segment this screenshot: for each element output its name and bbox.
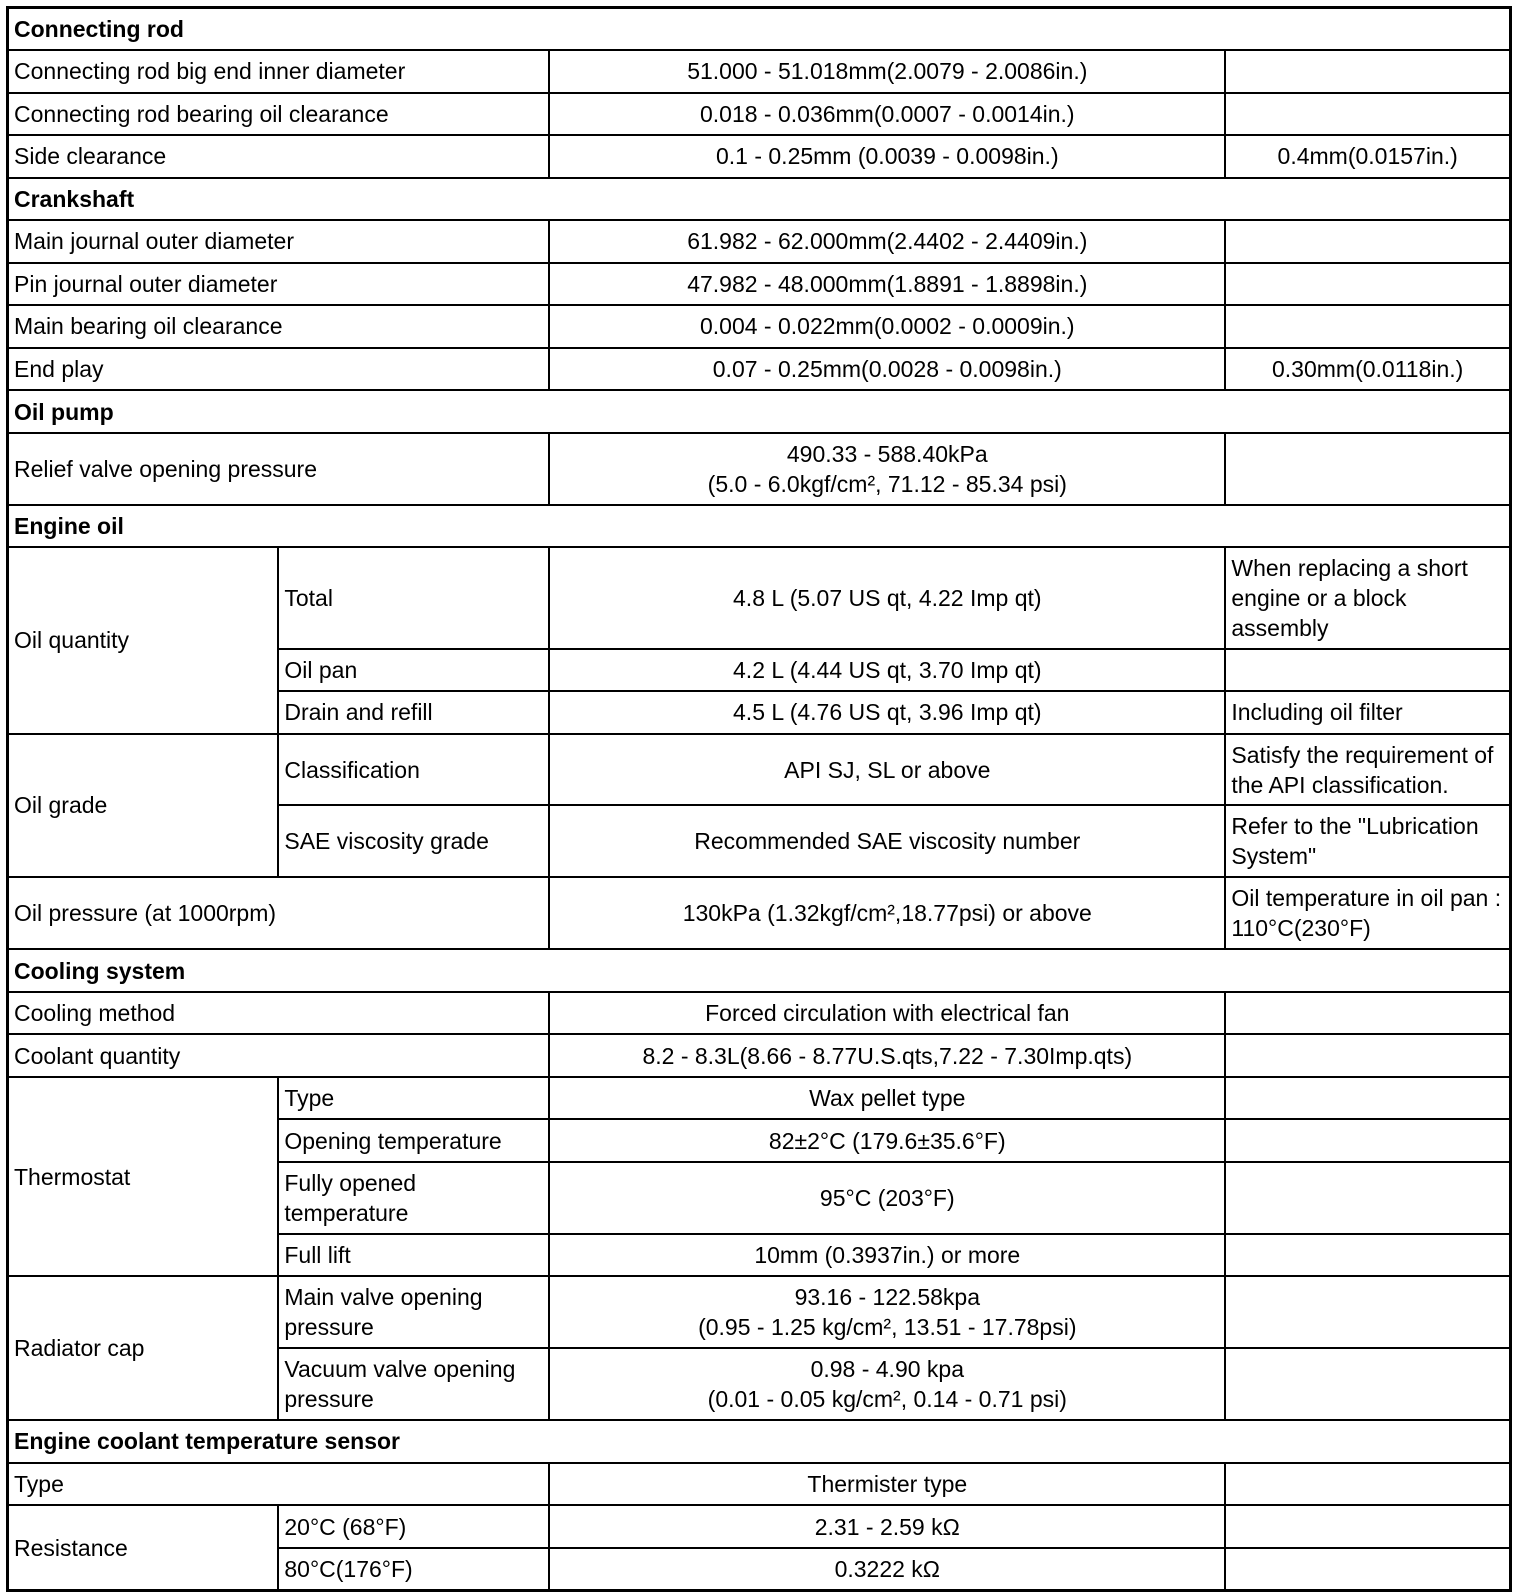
row-note bbox=[1225, 992, 1510, 1035]
row-sublabel: 20°C (68°F) bbox=[278, 1505, 549, 1548]
section-header-row bbox=[8, 505, 1511, 548]
row-note bbox=[1225, 649, 1510, 692]
row-label: End play bbox=[8, 348, 550, 391]
table-row bbox=[8, 734, 1511, 806]
value-line: 0.98 - 4.90 kpa bbox=[810, 1356, 965, 1383]
row-label: Coolant quantity bbox=[8, 1034, 550, 1077]
row-value: Recommended SAE viscosity number bbox=[549, 805, 1225, 877]
section-header-row bbox=[8, 949, 1511, 992]
row-value: 4.8 L (5.07 US qt, 4.22 Imp qt) bbox=[549, 547, 1225, 648]
row-note bbox=[1225, 1119, 1510, 1162]
row-label: Type bbox=[8, 1463, 550, 1506]
row-note bbox=[1225, 1034, 1510, 1077]
table-row bbox=[8, 547, 1511, 648]
row-note bbox=[1225, 1077, 1510, 1120]
row-value bbox=[549, 433, 1225, 505]
value-line: (0.01 - 0.05 kg/cm², 0.14 - 0.71 psi) bbox=[707, 1386, 1067, 1413]
row-limit bbox=[1225, 305, 1510, 348]
row-note bbox=[1225, 1348, 1510, 1420]
section-title-crankshaft: Crankshaft bbox=[8, 178, 1511, 221]
table-row bbox=[8, 1505, 1511, 1548]
row-limit bbox=[1225, 220, 1510, 263]
row-note: When replacing a short engine or a block assembly bbox=[1225, 547, 1510, 648]
row-sublabel: Classification bbox=[278, 734, 549, 806]
table-row bbox=[8, 135, 1511, 178]
table-row bbox=[8, 877, 1511, 949]
row-note: Refer to the "Lubrication System" bbox=[1225, 805, 1510, 877]
value-line: 93.16 - 122.58kpa bbox=[794, 1284, 980, 1311]
row-value: Thermister type bbox=[549, 1463, 1225, 1506]
row-value: 10mm (0.3937in.) or more bbox=[549, 1234, 1225, 1277]
section-title-connecting-rod: Connecting rod bbox=[8, 8, 1511, 51]
row-sublabel: Drain and refill bbox=[278, 691, 549, 734]
row-sublabel: 80°C(176°F) bbox=[278, 1548, 549, 1591]
table-row bbox=[8, 433, 1511, 505]
row-value: 0.004 - 0.022mm(0.0002 - 0.0009in.) bbox=[549, 305, 1225, 348]
table-row bbox=[8, 93, 1511, 136]
row-label: Main bearing oil clearance bbox=[8, 305, 550, 348]
value-line: (0.95 - 1.25 kg/cm², 13.51 - 17.78psi) bbox=[698, 1314, 1077, 1341]
row-note bbox=[1225, 1162, 1510, 1234]
section-title-cooling-system: Cooling system bbox=[8, 949, 1511, 992]
section-title-ect-sensor: Engine coolant temperature sensor bbox=[8, 1420, 1511, 1463]
row-value: 4.5 L (4.76 US qt, 3.96 Imp qt) bbox=[549, 691, 1225, 734]
row-note bbox=[1225, 1548, 1510, 1591]
row-value: 4.2 L (4.44 US qt, 3.70 Imp qt) bbox=[549, 649, 1225, 692]
table-row bbox=[8, 305, 1511, 348]
row-note: Including oil filter bbox=[1225, 691, 1510, 734]
row-value: 51.000 - 51.018mm(2.0079 - 2.0086in.) bbox=[549, 50, 1225, 93]
group-label-oil-quantity: Oil quantity bbox=[8, 547, 279, 733]
row-limit: 0.30mm(0.0118in.) bbox=[1225, 348, 1510, 391]
row-value: 130kPa (1.32kgf/cm²,18.77psi) or above bbox=[549, 877, 1225, 949]
row-label: Connecting rod bearing oil clearance bbox=[8, 93, 550, 136]
row-label: Pin journal outer diameter bbox=[8, 263, 550, 306]
row-value: 95°C (203°F) bbox=[549, 1162, 1225, 1234]
row-note: Satisfy the requirement of the API classification. bbox=[1225, 734, 1510, 806]
row-sublabel: Main valve opening pressure bbox=[278, 1276, 549, 1348]
row-note: Oil temperature in oil pan : 110°C(230°F) bbox=[1225, 877, 1510, 949]
row-value: 2.31 - 2.59 kΩ bbox=[549, 1505, 1225, 1548]
row-limit bbox=[1225, 433, 1510, 505]
section-header-row bbox=[8, 390, 1511, 433]
section-header-row bbox=[8, 8, 1511, 51]
row-label: Oil pressure (at 1000rpm) bbox=[8, 877, 550, 949]
row-value: 0.3222 kΩ bbox=[549, 1548, 1225, 1591]
row-sublabel: Opening temperature bbox=[278, 1119, 549, 1162]
table-row bbox=[8, 220, 1511, 263]
row-sublabel: Fully opened temperature bbox=[278, 1162, 549, 1234]
section-title-engine-oil: Engine oil bbox=[8, 505, 1511, 548]
row-value: API SJ, SL or above bbox=[549, 734, 1225, 806]
table-row bbox=[8, 1276, 1511, 1348]
table-row bbox=[8, 992, 1511, 1035]
value-line: (5.0 - 6.0kgf/cm², 71.12 - 85.34 psi) bbox=[707, 470, 1067, 497]
row-sublabel: SAE viscosity grade bbox=[278, 805, 549, 877]
table-row bbox=[8, 348, 1511, 391]
row-label: Main journal outer diameter bbox=[8, 220, 550, 263]
row-value: 47.982 - 48.000mm(1.8891 - 1.8898in.) bbox=[549, 263, 1225, 306]
group-label-radiator-cap: Radiator cap bbox=[8, 1276, 279, 1420]
table-row bbox=[8, 1463, 1511, 1506]
row-label: Side clearance bbox=[8, 135, 550, 178]
row-limit bbox=[1225, 50, 1510, 93]
table-row bbox=[8, 50, 1511, 93]
row-note bbox=[1225, 1505, 1510, 1548]
section-header-row bbox=[8, 1420, 1511, 1463]
row-value: 0.07 - 0.25mm(0.0028 - 0.0098in.) bbox=[549, 348, 1225, 391]
row-label: Cooling method bbox=[8, 992, 550, 1035]
row-sublabel: Full lift bbox=[278, 1234, 549, 1277]
row-limit bbox=[1225, 263, 1510, 306]
specification-table bbox=[6, 6, 1512, 1592]
row-note bbox=[1225, 1276, 1510, 1348]
row-sublabel: Total bbox=[278, 547, 549, 648]
row-value bbox=[549, 1348, 1225, 1420]
row-value: 82±2°C (179.6±35.6°F) bbox=[549, 1119, 1225, 1162]
row-value: Forced circulation with electrical fan bbox=[549, 992, 1225, 1035]
table-row bbox=[8, 1077, 1511, 1120]
row-value: 8.2 - 8.3L(8.66 - 8.77U.S.qts,7.22 - 7.30Imp.qts) bbox=[549, 1034, 1225, 1077]
row-value: 61.982 - 62.000mm(2.4402 - 2.4409in.) bbox=[549, 220, 1225, 263]
row-value: 0.018 - 0.036mm(0.0007 - 0.0014in.) bbox=[549, 93, 1225, 136]
row-sublabel: Type bbox=[278, 1077, 549, 1120]
row-label: Connecting rod big end inner diameter bbox=[8, 50, 550, 93]
row-value bbox=[549, 1276, 1225, 1348]
row-limit bbox=[1225, 93, 1510, 136]
row-label: Relief valve opening pressure bbox=[8, 433, 550, 505]
row-note bbox=[1225, 1234, 1510, 1277]
value-line: 490.33 - 588.40kPa bbox=[786, 440, 988, 467]
section-title-oil-pump: Oil pump bbox=[8, 390, 1511, 433]
row-value: Wax pellet type bbox=[549, 1077, 1225, 1120]
section-header-row bbox=[8, 178, 1511, 221]
group-label-oil-grade: Oil grade bbox=[8, 734, 279, 878]
group-label-thermostat: Thermostat bbox=[8, 1077, 279, 1277]
table-row bbox=[8, 1034, 1511, 1077]
row-limit: 0.4mm(0.0157in.) bbox=[1225, 135, 1510, 178]
group-label-resistance: Resistance bbox=[8, 1505, 279, 1590]
row-note bbox=[1225, 1463, 1510, 1506]
row-value: 0.1 - 0.25mm (0.0039 - 0.0098in.) bbox=[549, 135, 1225, 178]
table-row bbox=[8, 263, 1511, 306]
row-sublabel: Oil pan bbox=[278, 649, 549, 692]
row-sublabel: Vacuum valve opening pressure bbox=[278, 1348, 549, 1420]
